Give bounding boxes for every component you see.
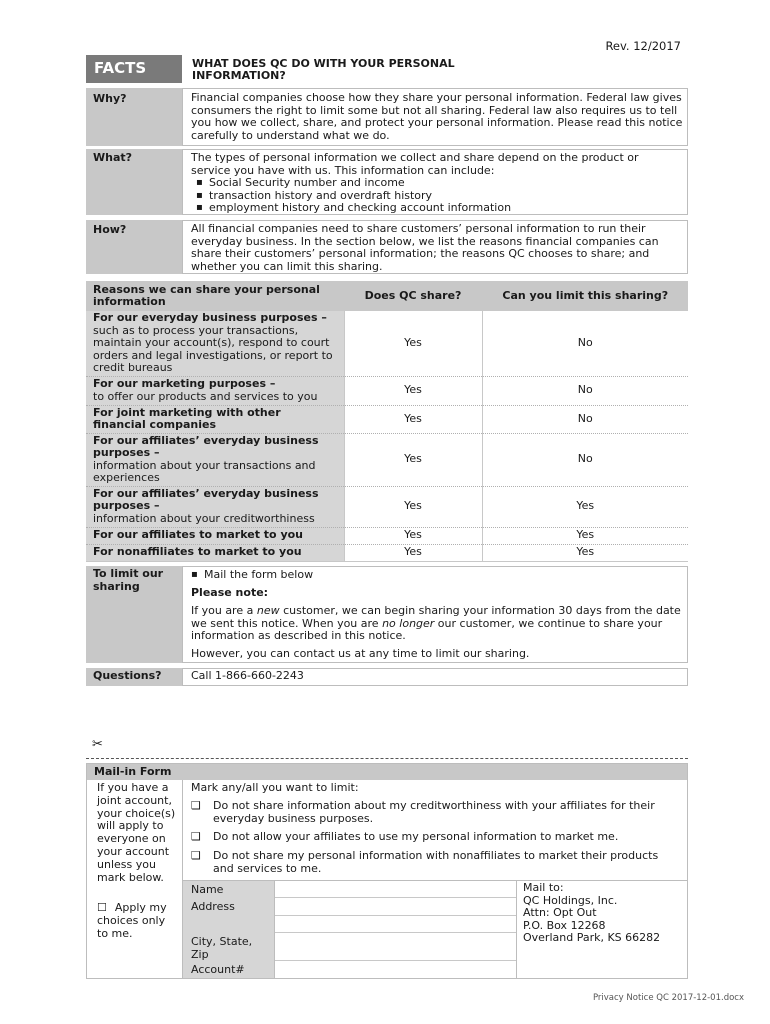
row-limit: No <box>482 433 688 486</box>
how-section <box>86 220 688 274</box>
facts-label: FACTS <box>94 59 147 77</box>
limit-contact-text: However, you can contact us at any time to limit our sharing. <box>191 647 530 660</box>
option-affiliates-market[interactable]: ❑ Do not allow your affiliates to use my personal information to market me. <box>191 830 619 843</box>
option-nonaffiliates-market[interactable]: ❑ Do not share my personal information with nonaffiliates to market their products and services to me. <box>191 849 659 875</box>
row-title: For nonaffiliates to market to you <box>86 544 344 561</box>
header-share: Does QC share? <box>344 281 482 311</box>
list-item: ▪ Mail the form below <box>186 569 313 582</box>
row-detail: information about your creditworthiness <box>93 511 315 525</box>
mail-to-line: P.O. Box 12268 <box>523 918 606 932</box>
row-limit: Yes <box>482 527 688 544</box>
how-text: All financial companies need to share customers’ personal information to run their everyday business. In the section below, we list the reasons financial companies can share their customers’ personal information; the reasons QC chooses to share; and whether you can limit this sharing. <box>191 222 659 273</box>
emphasis-no-longer: no longer <box>382 616 435 630</box>
mail-to-line: Attn: Opt Out <box>523 906 597 919</box>
footer-filename: Privacy Notice QC 2017-12-01.docx <box>592 993 744 1003</box>
mail-to-line: Overland Park, KS 66282 <box>523 931 661 944</box>
city-state-zip-label: City, State, Zip <box>191 935 253 961</box>
why-label: Why? <box>93 92 127 105</box>
account-label: Account# <box>191 963 245 976</box>
what-label: What? <box>93 151 133 164</box>
row-detail: such as to process your transactions, maintain your account(s), respond to court orders and legal investigations, or report to credit bureaus <box>93 323 333 374</box>
apply-only-to-me[interactable]: ☐ Apply my choices only to me. <box>97 901 167 940</box>
row-title: For our affiliates’ everyday business purposes – <box>93 433 319 459</box>
row-share: Yes <box>344 376 482 405</box>
row-share: Yes <box>344 311 482 376</box>
mail-in-form <box>86 763 688 979</box>
why-section <box>86 88 688 146</box>
row-limit: No <box>482 311 688 376</box>
cut-line <box>86 758 688 759</box>
mail-to-label: Mail to: <box>523 881 564 894</box>
checkbox-icon[interactable]: ❑ <box>191 849 201 862</box>
table-row <box>86 405 688 433</box>
address-field-line1[interactable] <box>275 899 516 916</box>
header-limit: Can you limit this sharing? <box>502 288 669 302</box>
table-row <box>86 433 688 486</box>
questions-label: Questions? <box>93 669 162 682</box>
name-field[interactable] <box>275 881 516 898</box>
facts-title: WHAT DOES QC DO WITH YOUR PERSONAL INFORMATION? <box>192 57 455 82</box>
table-header-row <box>86 281 688 311</box>
row-limit: No <box>482 405 688 433</box>
header-reason: Reasons we can share your personal information <box>86 281 344 311</box>
limit-sharing-section <box>86 566 688 663</box>
table-row <box>86 376 688 405</box>
row-share: Yes <box>344 544 482 561</box>
row-title: For joint marketing with other financial companies <box>86 405 344 433</box>
mail-to-line: QC Holdings, Inc. <box>523 893 618 907</box>
row-detail: information about your transactions and experiences <box>93 458 316 484</box>
table-row <box>86 486 688 527</box>
row-title: For our marketing purposes – <box>93 377 276 390</box>
facts-badge <box>86 55 182 83</box>
questions-section <box>86 668 688 686</box>
list-item: ▪ Social Security number and income <box>191 177 661 190</box>
option-creditworthiness[interactable]: ❑ Do not share information about my creditworthiness with your affiliates for their everyday business purposes. <box>191 799 655 825</box>
row-limit: Yes <box>482 544 688 561</box>
limit-note-text: If you are a new customer, we can begin sharing your information 30 days from the date we sent this notice. When you are no longer our customer, we continue to share your information as described in this notice. <box>191 604 681 642</box>
what-intro: The types of personal information we collect and share depend on the product or service you have with us. This information can include: <box>191 151 639 177</box>
limit-label: To limit our sharing <box>93 567 164 593</box>
what-section <box>86 149 688 215</box>
table-row <box>86 311 688 376</box>
city-state-zip-field[interactable] <box>275 934 516 961</box>
questions-phone: Call 1-866-660-2243 <box>191 669 304 682</box>
mark-label: Mark any/all you want to limit: <box>191 781 359 794</box>
checkbox-icon[interactable]: ❑ <box>191 830 201 843</box>
scissors-icon: ✂ <box>92 737 103 752</box>
name-label: Name <box>191 883 224 896</box>
row-detail: to offer our products and services to you <box>93 389 318 403</box>
emphasis-new: new <box>256 604 280 617</box>
table-row <box>86 527 688 544</box>
row-share: Yes <box>344 527 482 544</box>
account-field[interactable] <box>275 962 516 978</box>
why-text: Financial companies choose how they share your personal information. Federal law gives consumers the right to limit some but not all sharing. Federal law also requires us to tell you how we collect, share, and protect your personal information. Please read this notice carefully to understand what we do. <box>191 91 683 142</box>
how-label: How? <box>93 223 127 236</box>
address-field-line2[interactable] <box>275 917 516 933</box>
row-share: Yes <box>344 405 482 433</box>
address-label: Address <box>191 900 235 913</box>
list-item: ▪ employment history and checking account information <box>191 202 661 215</box>
row-title: For our affiliates’ everyday business purposes – <box>93 486 319 513</box>
list-item: ▪ transaction history and overdraft history <box>191 190 661 203</box>
row-share: Yes <box>344 486 482 527</box>
info-types-list <box>191 177 661 215</box>
joint-account-text: If you have a joint account, your choice(s) will apply to everyone on your account unless you mark below. <box>97 781 176 884</box>
checkbox-icon[interactable]: ☐ <box>97 901 107 914</box>
please-note-label: Please note: <box>191 586 269 599</box>
mail-form-title: Mail-in Form <box>87 764 687 780</box>
revision-date: Rev. 12/2017 <box>605 39 681 53</box>
row-limit: No <box>482 376 688 405</box>
table-row <box>86 544 688 561</box>
limit-list <box>186 569 313 582</box>
row-title: For our affiliates to market to you <box>86 527 344 544</box>
row-limit: Yes <box>482 486 688 527</box>
row-share: Yes <box>344 433 482 486</box>
reasons-table <box>86 281 688 562</box>
row-title: For our everyday business purposes – <box>93 311 327 324</box>
checkbox-icon[interactable]: ❑ <box>191 799 201 812</box>
mail-to-address <box>523 882 660 945</box>
